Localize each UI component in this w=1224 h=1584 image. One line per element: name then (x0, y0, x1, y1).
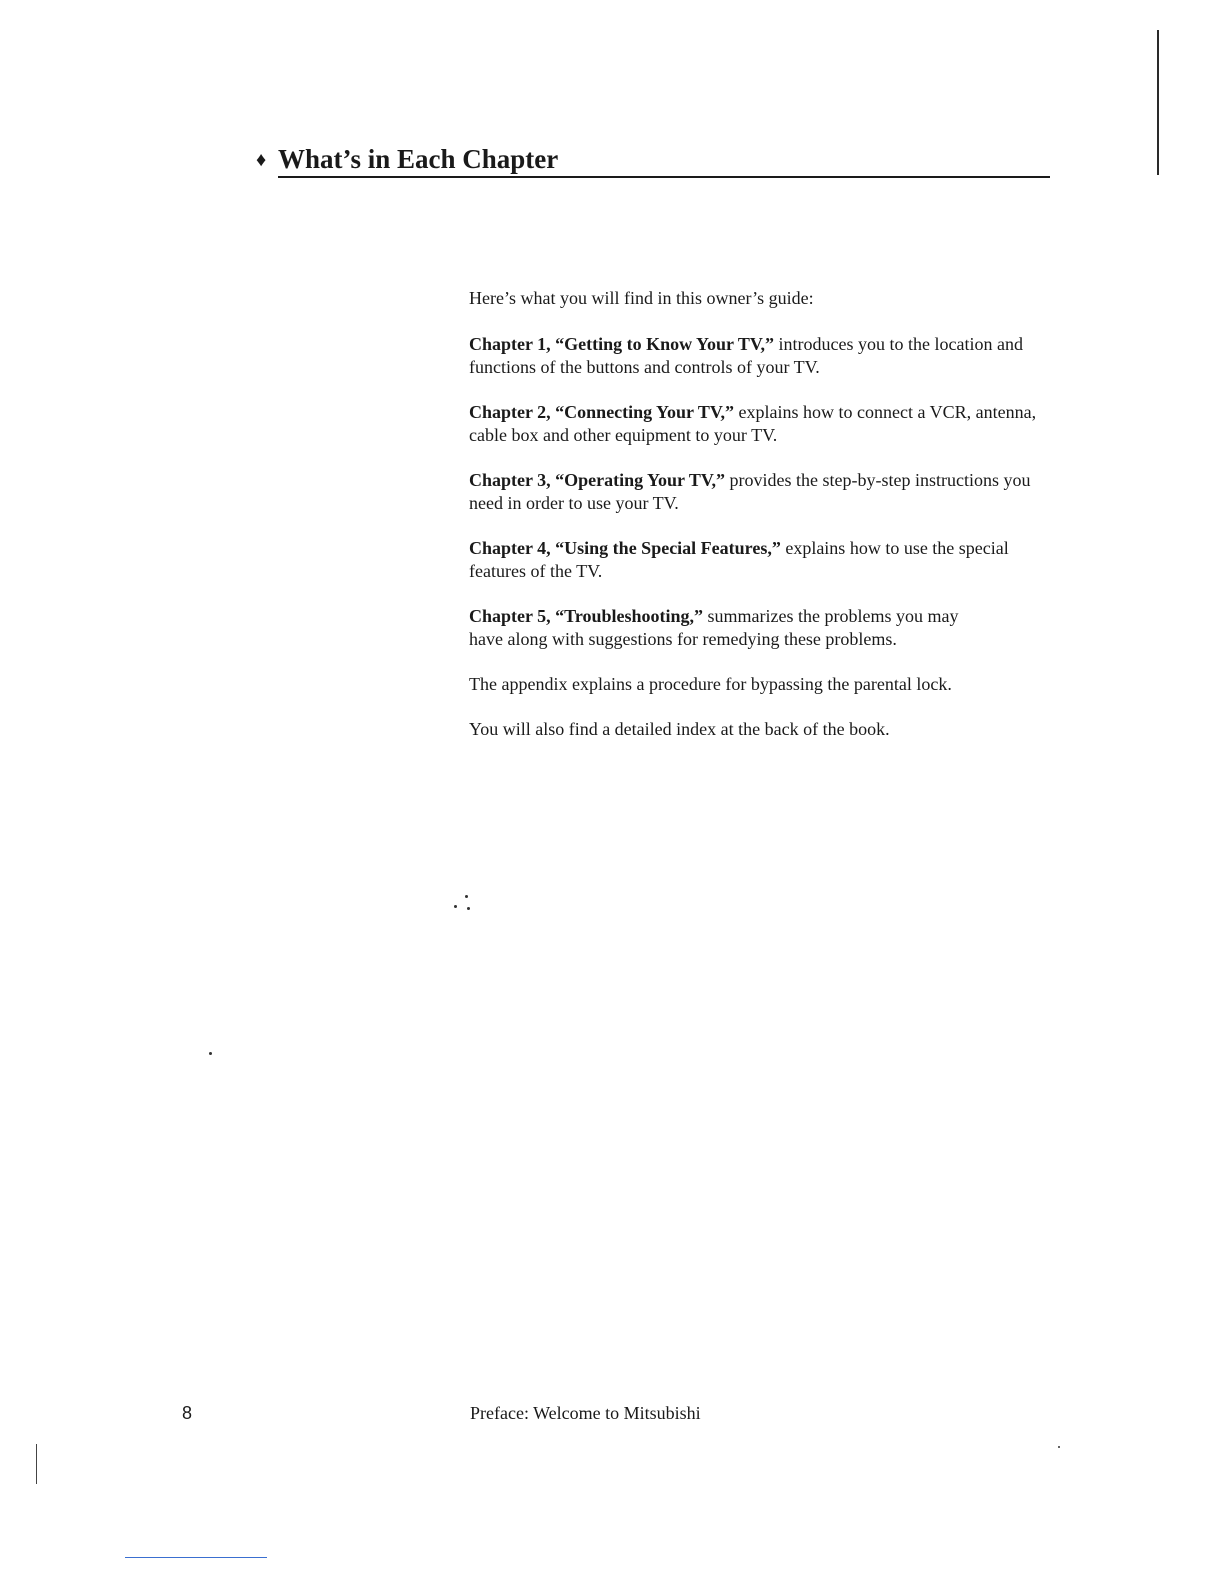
chapter-4-entry (469, 537, 1059, 583)
scan-speck (454, 905, 457, 908)
chapter-3-label: Chapter 3, “Operating Your TV,” (469, 470, 726, 490)
chapter-2-entry (469, 401, 1059, 447)
scan-speck (465, 895, 468, 898)
section-title: What’s in Each Chapter (278, 144, 559, 174)
page-number: 8 (182, 1403, 193, 1423)
chapter-1-entry (469, 333, 1059, 379)
chapter-5-label: Chapter 5, “Troubleshooting,” (469, 606, 704, 626)
running-footer: Preface: Welcome to Mitsubishi (470, 1403, 701, 1423)
heading-underline (278, 176, 1050, 178)
index-note: You will also find a detailed index at the back of the book. (469, 719, 890, 739)
diamond-bullet-icon: ♦ (256, 149, 267, 171)
section-heading (256, 142, 1050, 180)
chapter-5-entry (469, 605, 989, 651)
chapter-1-description: introduces you to the location and functions of the buttons and controls of your TV. (469, 334, 1023, 377)
appendix-note: The appendix explains a procedure for bypassing the parental lock. (469, 674, 952, 694)
scan-edge-mark (36, 1444, 37, 1484)
scan-speck (209, 1052, 212, 1055)
chapter-3-entry (469, 469, 1059, 515)
scan-underline-mark (125, 1557, 267, 1558)
chapter-2-label: Chapter 2, “Connecting Your TV,” (469, 402, 735, 422)
chapter-4-description: explains how to use the special features of the TV. (469, 538, 1009, 581)
chapter-1-label: Chapter 1, “Getting to Know Your TV,” (469, 334, 775, 354)
chapter-4-label: Chapter 4, “Using the Special Features,” (469, 538, 781, 558)
chapter-2-description: explains how to connect a VCR, antenna, cable box and other equipment to your TV. (469, 402, 1037, 445)
scan-edge-mark (1157, 30, 1159, 175)
chapter-overview (469, 287, 1059, 763)
chapter-3-description: provides the step-by-step instructions you need in order to use your TV. (469, 470, 1031, 513)
scan-speck (1058, 1446, 1060, 1448)
scan-speck (467, 907, 470, 910)
chapter-5-description: summarizes the problems you may have along with suggestions for remedying these problems. (469, 606, 959, 649)
intro-text: Here’s what you will find in this owner’s guide: (469, 288, 814, 308)
